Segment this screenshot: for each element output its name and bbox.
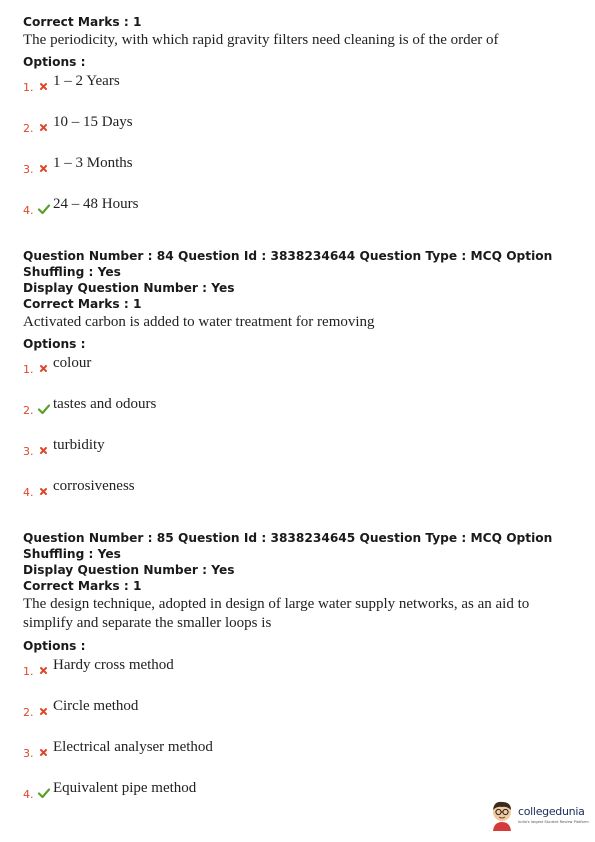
- option-number: 1.: [23, 363, 34, 376]
- option-item: [23, 72, 573, 113]
- cross-icon: [37, 704, 51, 718]
- option-item: [23, 477, 573, 518]
- brand-tagline: India's largest Student Review Platform: [518, 820, 589, 824]
- option-item: [23, 395, 573, 436]
- option-item: [23, 195, 573, 236]
- checkmark-icon: [37, 402, 51, 416]
- option-text: turbidity: [53, 437, 105, 453]
- display-question-number: Display Question Number : Yes: [23, 563, 235, 577]
- question-text-line-2: simplify and separate the smaller loops is: [23, 615, 272, 631]
- option-item: [23, 738, 573, 779]
- question-page: [23, 14, 573, 820]
- cross-icon: [37, 443, 51, 457]
- option-number: 1.: [23, 665, 34, 678]
- question-83: [23, 14, 573, 236]
- option-text: colour: [53, 355, 92, 371]
- options-label: Options :: [23, 55, 86, 69]
- option-number: 4.: [23, 486, 34, 499]
- option-item: [23, 656, 573, 697]
- checkmark-icon: [37, 202, 51, 216]
- option-item: [23, 697, 573, 738]
- question-header: Question Number : 84 Question Id : 3838234644 Question Type : MCQ Option Shuffling : Yes: [23, 249, 553, 279]
- brand-name: collegedunia: [518, 805, 585, 818]
- correct-marks: Correct Marks : 1: [23, 579, 142, 593]
- option-text: Equivalent pipe method: [53, 780, 197, 796]
- options-list: [23, 354, 573, 518]
- option-number: 2.: [23, 404, 34, 417]
- option-text: corrosiveness: [53, 478, 135, 494]
- question-text: The periodicity, with which rapid gravity filters need cleaning is of the order of: [23, 32, 499, 48]
- display-question-number: Display Question Number : Yes: [23, 281, 235, 295]
- option-text: Electrical analyser method: [53, 739, 213, 755]
- option-text: Hardy cross method: [53, 657, 174, 673]
- option-number: 3.: [23, 163, 34, 176]
- checkmark-icon: [37, 786, 51, 800]
- option-number: 4.: [23, 788, 34, 801]
- option-text: tastes and odours: [53, 396, 157, 412]
- option-text: 24 – 48 Hours: [53, 196, 139, 212]
- correct-marks: Correct Marks : 1: [23, 15, 142, 29]
- option-number: 3.: [23, 747, 34, 760]
- options-label: Options :: [23, 337, 86, 351]
- option-number: 1.: [23, 81, 34, 94]
- option-number: 2.: [23, 706, 34, 719]
- collegedunia-logo: [488, 799, 592, 831]
- question-84: [23, 248, 573, 518]
- cross-icon: [37, 161, 51, 175]
- cross-icon: [37, 120, 51, 134]
- option-text: 1 – 3 Months: [53, 155, 133, 171]
- option-number: 4.: [23, 204, 34, 217]
- options-label: Options :: [23, 639, 86, 653]
- options-list: [23, 72, 573, 236]
- question-text: Activated carbon is added to water treatment for removing: [23, 314, 375, 330]
- option-item: [23, 154, 573, 195]
- cross-icon: [37, 361, 51, 375]
- question-header: Question Number : 85 Question Id : 3838234645 Question Type : MCQ Option Shuffling : Yes: [23, 531, 553, 561]
- question-85: [23, 530, 573, 820]
- mascot-icon: [488, 799, 516, 831]
- option-item: [23, 436, 573, 477]
- option-text: 1 – 2 Years: [53, 73, 120, 89]
- cross-icon: [37, 484, 51, 498]
- option-number: 2.: [23, 122, 34, 135]
- option-item: [23, 354, 573, 395]
- option-number: 3.: [23, 445, 34, 458]
- cross-icon: [37, 745, 51, 759]
- cross-icon: [37, 79, 51, 93]
- correct-marks: Correct Marks : 1: [23, 297, 142, 311]
- cross-icon: [37, 663, 51, 677]
- option-text: 10 – 15 Days: [53, 114, 133, 130]
- option-item: [23, 113, 573, 154]
- option-text: Circle method: [53, 698, 139, 714]
- question-text-line-1: The design technique, adopted in design of large water supply networks, as an aid to: [23, 596, 530, 612]
- options-list: [23, 656, 573, 820]
